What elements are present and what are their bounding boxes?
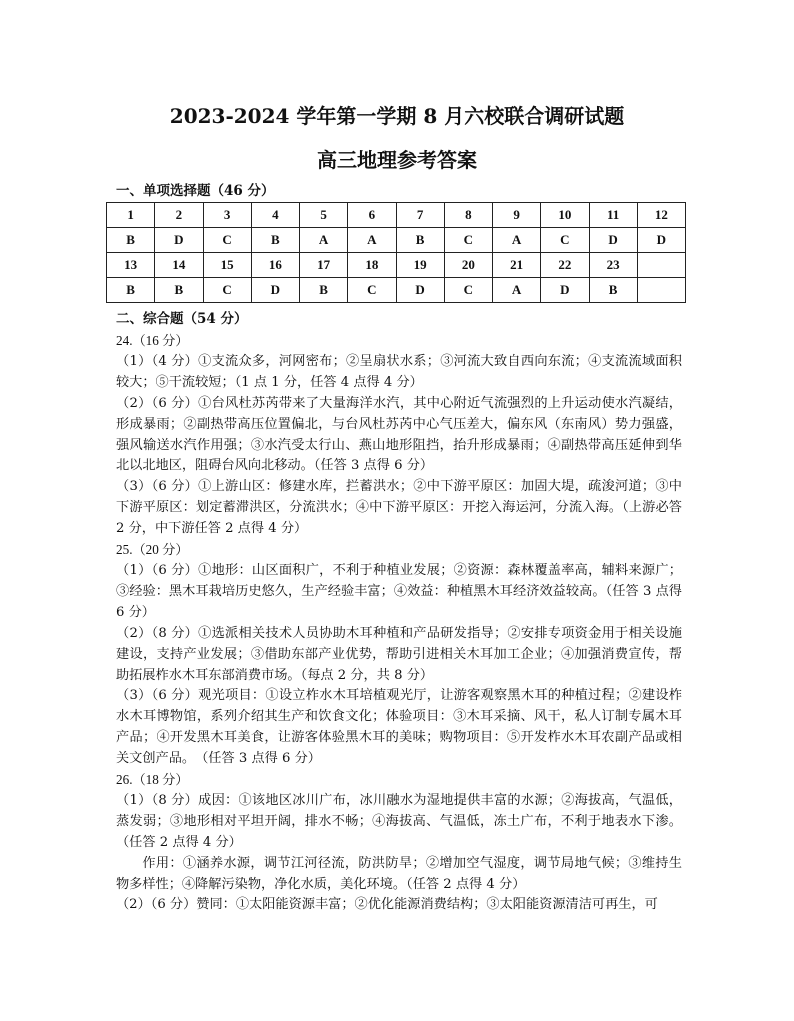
table-cell: D: [155, 228, 203, 253]
section-heading-comprehensive: 二、综合题（54 分）: [116, 311, 248, 327]
question-26-part-1-function: 作用：①涵养水源，调节江河径流，防洪防旱；②增加空气湿度，调节局地气候；③维持生物多样性；④降解污染物，净化水质，美化环境。（任答 2 点得 4 分）: [116, 855, 682, 892]
page-title: 2023-2024 学年第一学期 8 月六校联合调研试题: [169, 104, 625, 128]
answer-table: [106, 202, 686, 303]
section-heading-single-choice: 一、单项选择题（46 分）: [116, 183, 275, 199]
table-cell: 23: [589, 253, 637, 278]
table-cell: 15: [203, 253, 251, 278]
table-cell: D: [251, 278, 299, 303]
table-cell: [637, 253, 685, 278]
table-cell: D: [589, 228, 637, 253]
question-24-part-2: （2）（6 分）①台风杜苏芮带来了大量海洋水汽，其中心附近气流强烈的上升运动使水汽凝结，形成暴雨；②副热带高压位置偏北，与台风杜苏芮中心气压差大，偏东风（东南风）势力强盛，强风输送水汽作用强；③水汽受太行山、燕山地形阻挡，抬升形成暴雨；④副热带高压延伸到华北以北地区，阻碍台风向北移动。（任答 3 点得 6 分）: [116, 395, 682, 474]
table-cell: 19: [396, 253, 444, 278]
table-cell: C: [541, 228, 589, 253]
table-cell: B: [300, 278, 348, 303]
table-cell: 3: [203, 203, 251, 228]
table-cell: 9: [493, 203, 541, 228]
table-cell: 1: [107, 203, 155, 228]
table-cell: 2: [155, 203, 203, 228]
table-cell: B: [155, 278, 203, 303]
table-row: [107, 203, 686, 228]
table-cell: A: [348, 228, 396, 253]
question-24-part-1: （1）（4 分）①支流众多，河网密布；②呈扇状水系；③河流大致自西向东流；④支流流域面积较大；⑤干流较短；（1 点 1 分，任答 4 点得 4 分）: [116, 353, 682, 390]
table-row: [107, 278, 686, 303]
table-cell: 16: [251, 253, 299, 278]
table-cell: 8: [444, 203, 492, 228]
table-cell: B: [396, 228, 444, 253]
question-24-heading: 24.（16 分）: [116, 333, 189, 348]
answers-body: [116, 331, 682, 916]
table-cell: 14: [155, 253, 203, 278]
table-cell: [637, 278, 685, 303]
table-cell: C: [203, 228, 251, 253]
table-cell: 20: [444, 253, 492, 278]
table-cell: B: [107, 278, 155, 303]
question-25-part-3: （3）（6 分）观光项目：①设立柞水木耳培植观光厅，让游客观察黑木耳的种植过程；②建设柞水木耳博物馆，系列介绍其生产和饮食文化；体验项目：③木耳采摘、风干，私人订制专属木耳产品；④开发黑木耳美食，让游客体验黑木耳的美味；购物项目：⑤开发柞水木耳农副产品或相关文创产品。 （任答 3 点得 6 分）: [116, 688, 682, 767]
table-cell: A: [493, 228, 541, 253]
table-cell: 12: [637, 203, 685, 228]
table-cell: 4: [251, 203, 299, 228]
table-cell: 18: [348, 253, 396, 278]
question-25-heading: 25.（20 分）: [116, 542, 189, 558]
table-cell: A: [300, 228, 348, 253]
table-cell: D: [637, 228, 685, 253]
question-26-heading: 26.（18 分）: [116, 772, 189, 788]
question-24-part-3: （3）（6 分）①上游山区：修建水库，拦蓄洪水；②中下游平原区：加固大堤，疏浚河道；③中下游平原区：划定蓄滞洪区，分流洪水；④中下游平原区：开挖入海运河，分流入海。（上游必答 2 分，中下游任答 2 点得 4 分）: [116, 479, 682, 537]
table-cell: 21: [493, 253, 541, 278]
table-cell: 13: [107, 253, 155, 278]
page-subtitle: 高三地理参考答案: [317, 148, 477, 172]
table-cell: A: [493, 278, 541, 303]
question-25-part-1: （1）（6 分）①地形：山区面积广，不利于种植业发展；②资源：森林覆盖率高，辅料来源广；③经验：黑木耳栽培历史悠久，生产经验丰富；④效益：种植黑木耳经济效益较高。（任答 3 点得 6 分）: [116, 562, 682, 620]
table-cell: 10: [541, 203, 589, 228]
table-cell: C: [444, 228, 492, 253]
table-cell: C: [203, 278, 251, 303]
table-cell: B: [107, 228, 155, 253]
table-cell: 22: [541, 253, 589, 278]
table-row: [107, 253, 686, 278]
question-26-part-1: （1）（8 分）成因：①该地区冰川广布，冰川融水为湿地提供丰富的水源；②海拔高，气温低，蒸发弱；③地形相对平坦开阔，排水不畅；④海拔高、气温低，冻土广布，不利于地表水下渗。（任答 2 点得 4 分）: [116, 792, 682, 850]
table-cell: B: [589, 278, 637, 303]
table-cell: C: [444, 278, 492, 303]
table-cell: 11: [589, 203, 637, 228]
table-cell: 7: [396, 203, 444, 228]
table-row: [107, 228, 686, 253]
question-25-part-2: （2）（8 分）①选派相关技术人员协助木耳种植和产品研发指导；②安排专项资金用于相关设施建设，支持产业发展；③借助东部产业优势，帮助引进相关木耳加工企业；④加强消费宣传，帮助拓展柞水木耳东部消费市场。（每点 2 分，共 8 分）: [116, 625, 682, 683]
table-cell: 5: [300, 203, 348, 228]
table-cell: 6: [348, 203, 396, 228]
table-cell: C: [348, 278, 396, 303]
table-cell: D: [396, 278, 444, 303]
question-26-part-2: （2）（6 分）赞同：①太阳能资源丰富；②优化能源消费结构；③太阳能资源清洁可再生，可: [116, 897, 658, 913]
table-cell: B: [251, 228, 299, 253]
table-cell: 17: [300, 253, 348, 278]
table-cell: D: [541, 278, 589, 303]
